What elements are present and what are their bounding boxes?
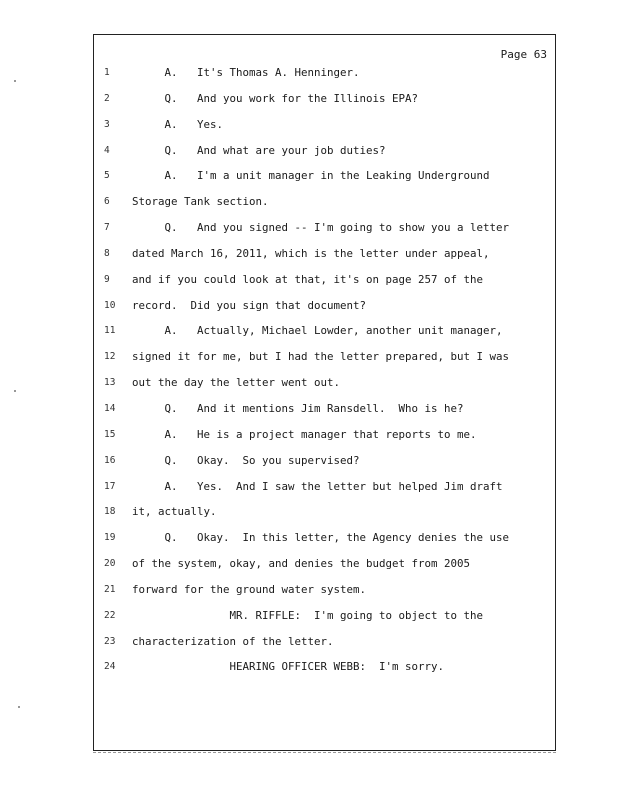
line-number: 14 [104,402,116,414]
line-text: Q. Okay. So you supervised? [132,453,360,467]
line-text: it, actually. [132,505,217,519]
transcript-line [94,89,555,115]
transcript-line [94,166,555,192]
transcript-line [94,425,555,451]
line-number: 4 [104,144,110,156]
line-text: and if you could look at that, it's on page 257 of the [132,272,484,286]
line-number: 11 [104,325,116,337]
transcript-line [94,657,555,683]
line-number: 17 [104,480,116,492]
line-number: 15 [104,428,116,440]
line-text: Q. And you signed -- I'm going to show you a letter [132,221,510,235]
transcript-line [94,606,555,632]
line-text: out the day the letter went out. [132,376,341,390]
line-text: MR. RIFFLE: I'm going to object to the [132,608,484,622]
line-number: 6 [104,196,110,208]
line-text: A. I'm a unit manager in the Leaking Underground [132,169,490,183]
line-number: 5 [104,170,110,182]
line-text: dated March 16, 2011, which is the letter under appeal, [132,246,490,260]
line-number: 22 [104,609,116,621]
scan-speck [14,390,16,392]
footer-rule [93,752,556,753]
line-number: 3 [104,118,110,130]
transcript-line [94,502,555,528]
page-number: Page 63 [500,48,547,61]
transcript-line [94,244,555,270]
line-text: A. He is a project manager that reports to me. [132,427,477,441]
transcript-line [94,580,555,606]
line-text: record. Did you sign that document? [132,298,367,312]
transcript-line [94,270,555,296]
transcript-line [94,321,555,347]
line-text: forward for the ground water system. [132,582,367,596]
line-number: 16 [104,454,116,466]
line-number: 20 [104,558,116,570]
line-text: Storage Tank section. [132,195,269,209]
line-number: 2 [104,92,110,104]
line-number: 7 [104,222,110,234]
transcript-line [94,192,555,218]
transcript-line [94,347,555,373]
line-number: 24 [104,661,116,673]
line-text: A. Yes. [132,117,224,131]
line-number: 8 [104,247,110,259]
line-number: 23 [104,635,116,647]
line-number: 9 [104,273,110,285]
line-text: Q. Okay. In this letter, the Agency denies the use [132,531,510,545]
line-text: A. It's Thomas A. Henninger. [132,66,360,79]
transcript-line [94,399,555,425]
line-text: characterization of the letter. [132,634,334,648]
line-text: A. Actually, Michael Lowder, another unit manager, [132,324,503,338]
transcript-lines [94,63,555,683]
line-text: Q. And it mentions Jim Ransdell. Who is he? [132,401,464,415]
line-number: 13 [104,377,116,389]
line-number: 19 [104,532,116,544]
scan-speck [18,706,20,708]
transcript-page [93,34,556,751]
line-text: Q. And what are your job duties? [132,143,386,157]
line-text: A. Yes. And I saw the letter but helped Jim draft [132,479,503,493]
transcript-line [94,632,555,658]
line-text: signed it for me, but I had the letter prepared, but I was [132,350,510,364]
transcript-line [94,296,555,322]
transcript-line [94,554,555,580]
line-text: HEARING OFFICER WEBB: I'm sorry. [132,660,445,674]
line-text: of the system, okay, and denies the budget from 2005 [132,557,471,571]
transcript-line [94,63,555,89]
transcript-line [94,451,555,477]
transcript-line [94,218,555,244]
transcript-line [94,477,555,503]
line-text: Q. And you work for the Illinois EPA? [132,91,419,105]
line-number: 10 [104,299,116,311]
line-number: 21 [104,583,116,595]
transcript-line [94,115,555,141]
line-number: 18 [104,506,116,518]
transcript-line [94,528,555,554]
transcript-line [94,141,555,167]
scan-speck [14,80,16,82]
line-number: 1 [104,67,110,78]
transcript-line [94,373,555,399]
line-number: 12 [104,351,116,363]
